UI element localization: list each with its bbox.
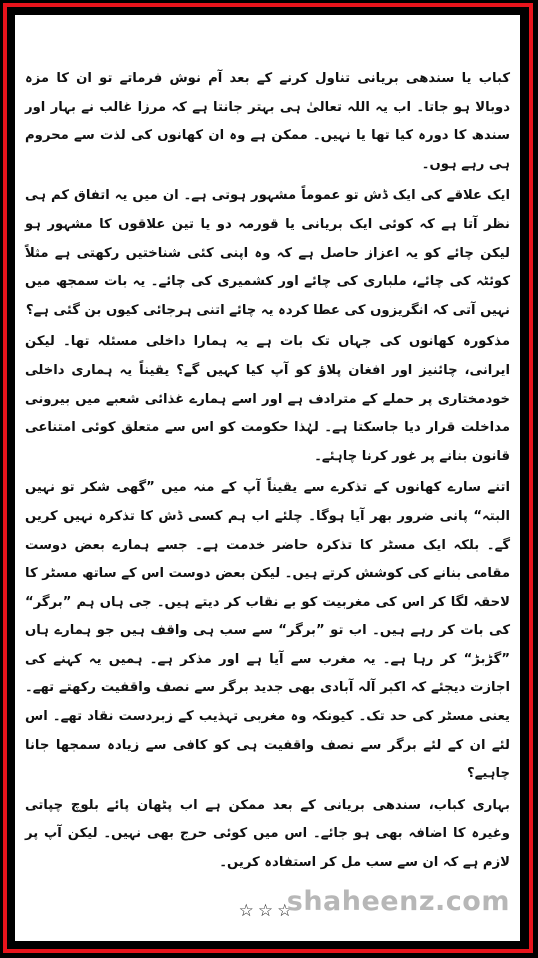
article-page — [15, 15, 520, 941]
article-body — [25, 65, 510, 878]
end-stars: ☆☆☆ — [238, 901, 297, 921]
paragraph-4: اتنے سارے کھانوں کے تذکرے سے یقیناً آپ کے منہ میں ”گھی شکر تو نہیں البتہ“ پانی ضرور بھر آیا ہوگا۔ چلئے اب ہم کسی ڈش کا تذکرہ نہیں کریں گے۔ بلکہ ایک مسٹر کا تذکرہ حاضر خدمت ہے۔ جسے ہمارے بعض دوست مقامی بنانے کی کوشش کرتے ہیں۔ لیکن بعض دوست اس کے ساتھ مسٹر کا لاحقہ لگا کر اس کی مغربیت کو بے نقاب کر دیتے ہیں۔ جی ہاں ہم ”برگر“ کی بات کر رہے ہیں۔ اب تو ”برگر“ سے سب ہی واقف ہیں جو ہمارے ہاں ”گڑبڑ“ کر رہا ہے۔ یہ مغرب سے آیا ہے اور مذکر ہے۔ ہمیں یہ کہنے کی اجازت دیجئے کہ اکبر آلہ آبادی بھی جدید برگر سے نصف واقفیت رکھتے تھے۔ یعنی مسٹر کی حد تک۔ کیونکہ وہ مغربی تہذیب کے زبردست نقاد تھے۔ اس لئے ان کے لئے برگر سے نصف واقفیت ہی کو کافی سے زیادہ سمجھا جانا چاہیے؟ — [25, 480, 510, 782]
paragraph-1: کباب یا سندھی بریانی تناول کرنے کے بعد آم نوش فرماتے تو ان کا مزہ دوبالا ہو جاتا۔ اب یہ اللہ تعالیٰ ہی بہتر جانتا ہے کہ مرزا غالب نے بہار اور سندھ کا دورہ کیا تھا یا نہیں۔ ممکن ہے وہ ان کھانوں کی لذت سے محروم ہی رہے ہوں۔ — [25, 71, 510, 172]
site-watermark: shaheenz.com — [286, 886, 510, 917]
paragraph-2: ایک علاقے کی ایک ڈش تو عموماً مشہور ہوتی ہے۔ ان میں یہ اتفاق کم ہی نظر آتا ہے کہ کوئی ایک بریانی یا قورمہ دو یا تین علاقوں کا مشہور ہو لیکن چائے کو یہ اعزاز حاصل ہے کہ وہ اپنی کئی شناختیں رکھتی ہے مثلاً کوئٹہ کی چائے، ملباری کی چائے اور کشمیری کی چائے۔ یہ بات سمجھ میں نہیں آتی کہ انگریزوں کی عطا کردہ یہ چائے اتنی ہرجائی کیوں بن گئی ہے؟ — [25, 188, 510, 318]
paragraph-3: مذکورہ کھانوں کی جہاں تک بات ہے یہ ہمارا داخلی مسئلہ تھا۔ لیکن ایرانی، چائنیز اور افغان پلاؤ کو آپ کیا کہیں گے؟ یقیناً یہ ہماری داخلی خودمختاری پر حملے کے مترادف ہے اور اسے ہمارے غذائی شعبے میں بیرونی مداخلت قرار دیا جاسکتا ہے۔ لہٰذا حکومت کو اس سے متعلق کوئی امتناعی قانون بنانے پر غور کرنا چاہئے۔ — [25, 334, 510, 464]
paragraph-5: بہاری کباب، سندھی بریانی کے بعد ممکن ہے اب پٹھان پائے بلوچ چپاتی وغیرہ کا اضافہ بھی ہو جائے۔ اس میں کوئی حرج بھی نہیں۔ لیکن آپ پر لازم ہے کہ ان سے سب مل کر استفادہ کریں۔ — [25, 797, 510, 871]
